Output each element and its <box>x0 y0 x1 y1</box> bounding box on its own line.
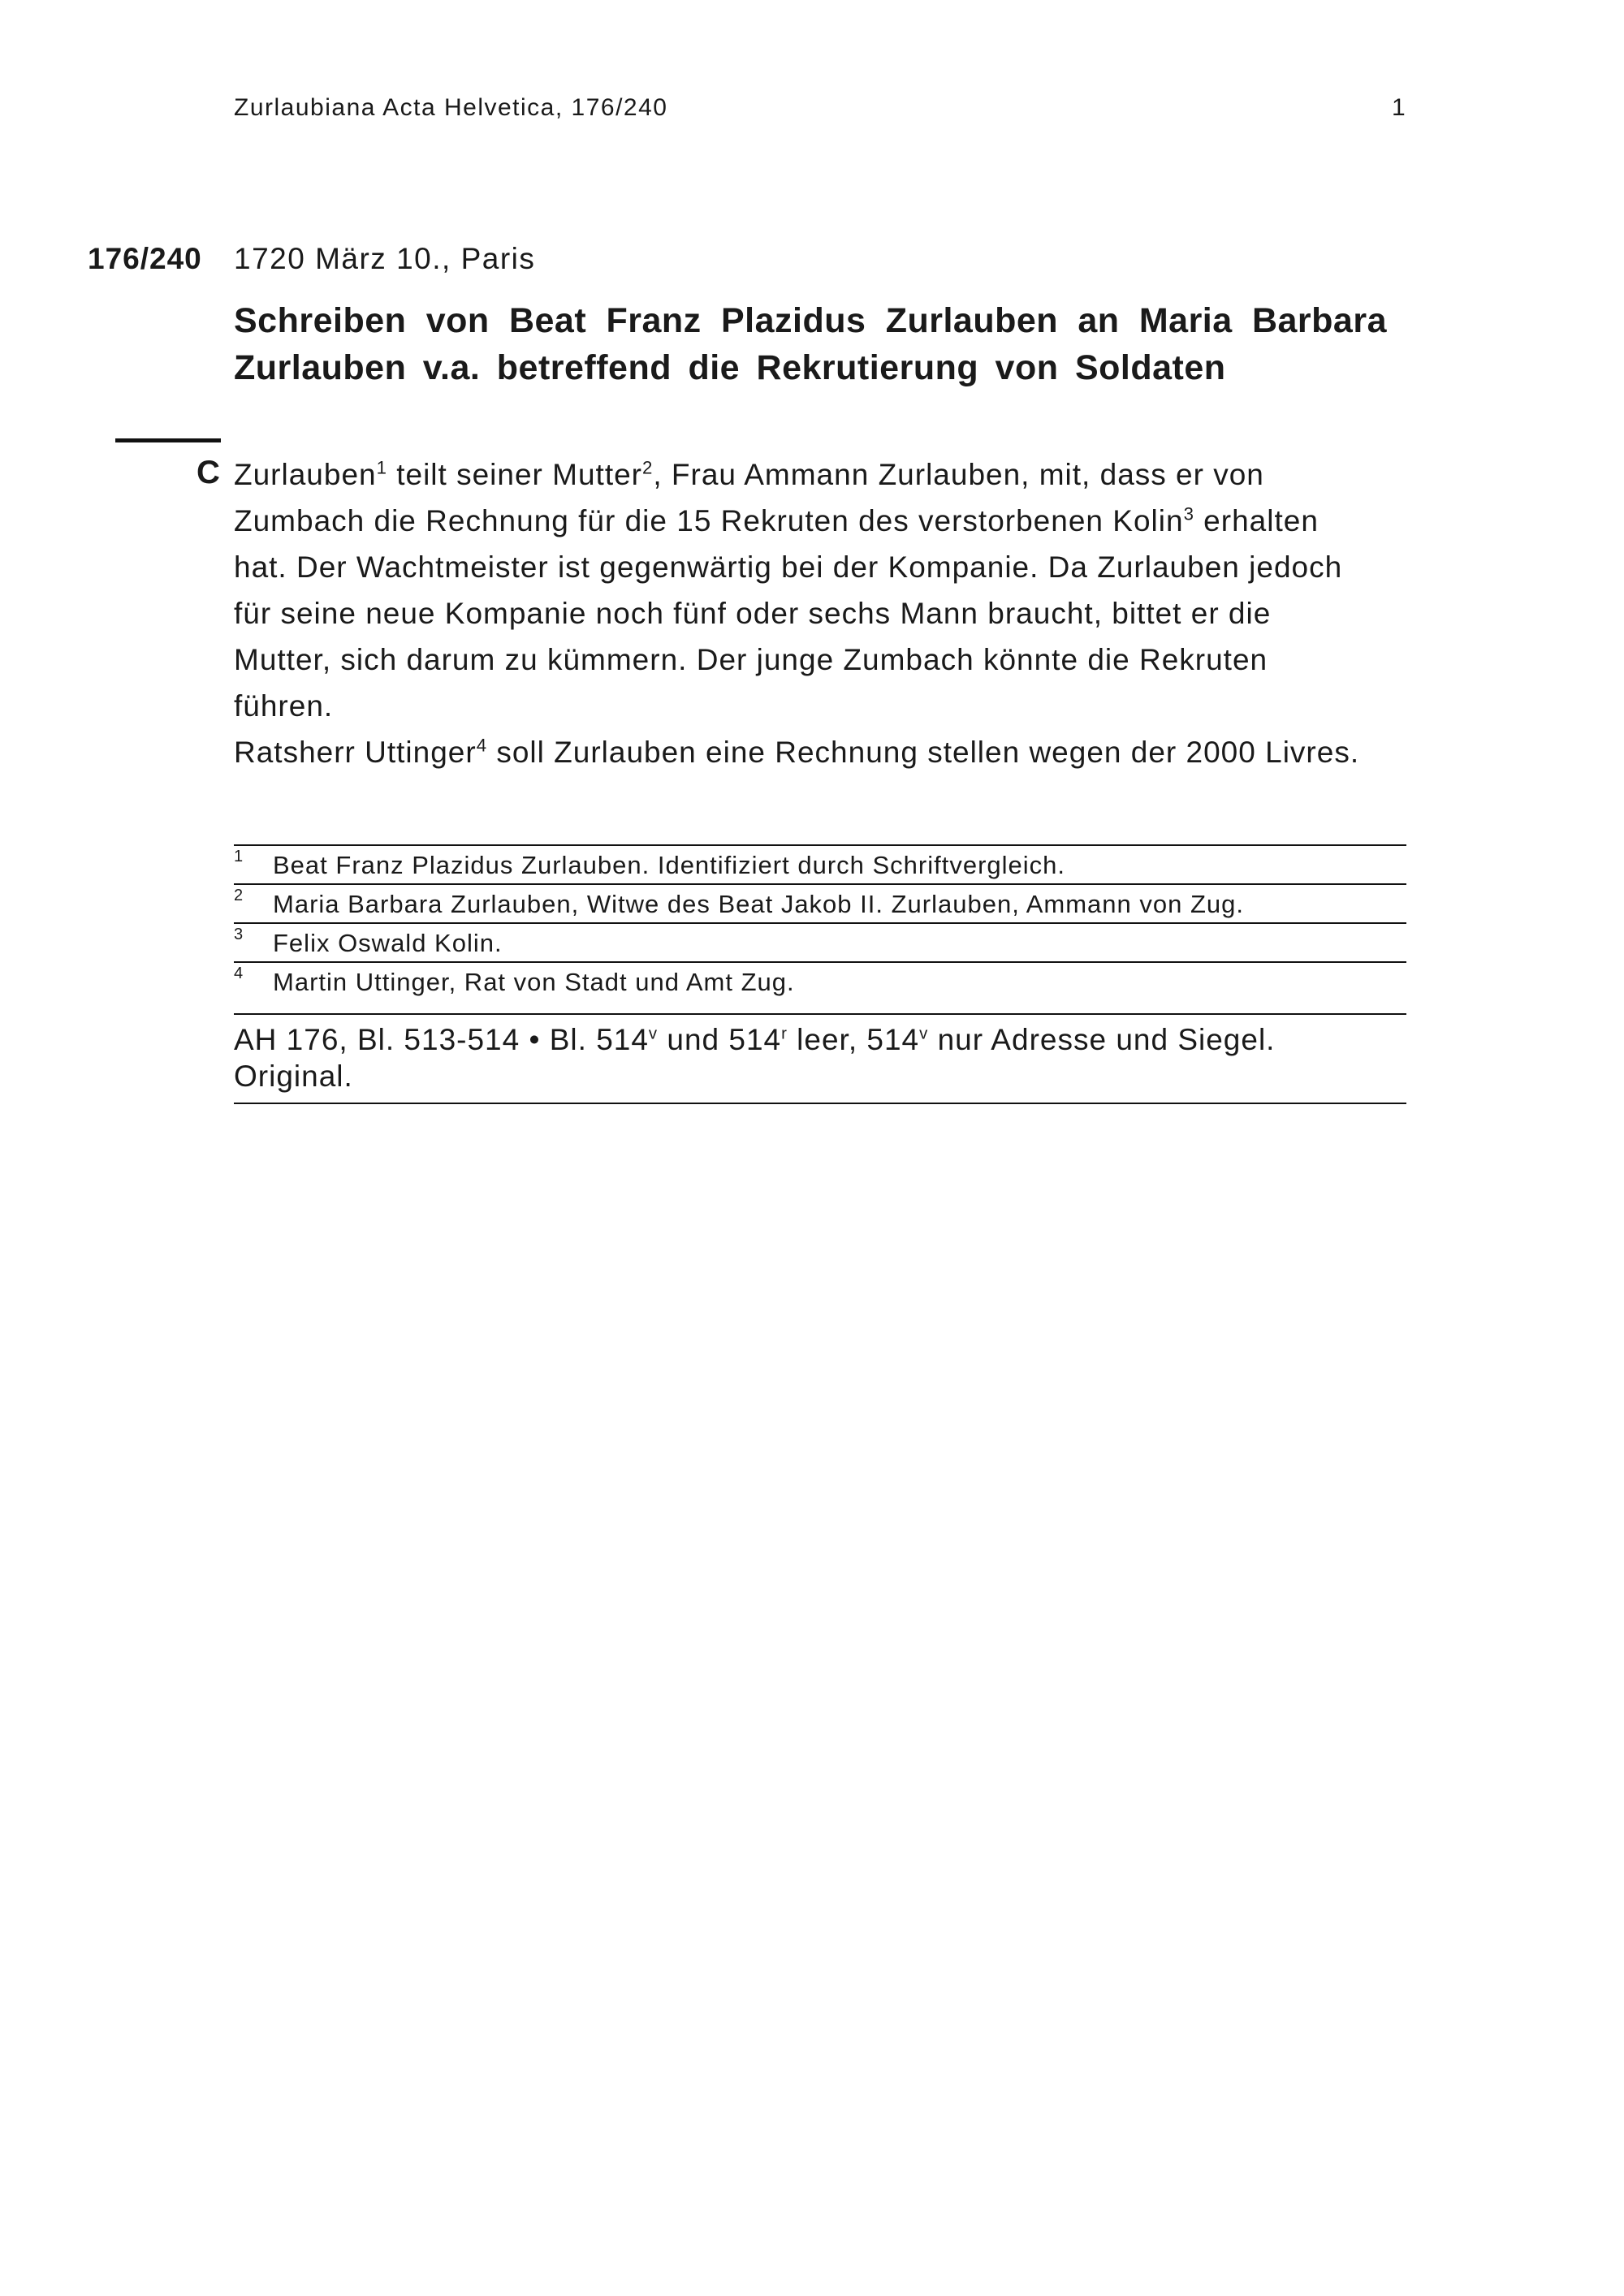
summary-fragment: Zumbach die Rechnung für die 15 Rekruten des verstorbenen Kolin <box>234 504 1184 537</box>
summary-line <box>234 498 1395 544</box>
footnotes <box>234 844 1406 1000</box>
date-place: 1720 März 10., Paris <box>234 242 536 275</box>
footnote-4 <box>234 961 1406 1000</box>
footnote-2 <box>234 883 1406 922</box>
source-fragment: AH 176, Bl. 513-514 • Bl. 514 <box>234 1023 649 1056</box>
summary-fragment: , Frau Ammann Zurlauben, mit, dass er von <box>653 458 1264 491</box>
running-header-title: Zurlaubiana Acta Helvetica, 176/240 <box>234 94 668 121</box>
footnote-ref-4[interactable]: 4 <box>476 735 488 756</box>
footnote-ref-1[interactable]: 1 <box>376 457 387 478</box>
summary-line: für seine neue Kompanie noch fünf oder sechs Mann braucht, bittet er die <box>234 597 1272 630</box>
summary-fragment: Ratsherr Uttinger <box>234 736 477 769</box>
source-fragment: und 514 <box>658 1023 782 1056</box>
summary-text <box>234 451 1395 775</box>
summary-fragment: soll Zurlauben eine Rechnung stellen wegen der 2000 Livres. <box>487 736 1360 769</box>
section-rule <box>115 438 221 442</box>
summary-line <box>234 451 1395 498</box>
page-number: 1 <box>1392 94 1406 121</box>
footnote-number: 2 <box>234 887 244 904</box>
summary-line: hat. Der Wachtmeister ist gegenwärtig bei der Kompanie. Da Zurlauben jedoch <box>234 550 1343 584</box>
summary-fragment: erhalten <box>1194 504 1319 537</box>
footnote-number: 1 <box>234 848 244 865</box>
source-reference <box>234 1013 1406 1104</box>
footnote-ref-3[interactable]: 3 <box>1183 503 1194 524</box>
document-title <box>234 297 1387 391</box>
summary-fragment: Zurlauben <box>234 458 377 491</box>
source-fragment: leer, 514 <box>787 1023 920 1056</box>
source-line-1 <box>234 1021 1406 1058</box>
footnote-text: Felix Oswald Kolin. <box>273 929 503 957</box>
section-marker: C <box>197 455 220 490</box>
document-number: 176/240 <box>88 242 202 275</box>
title-line-2: Zurlauben v.a. betreffend die Rekrutierung von Soldaten <box>234 348 1226 387</box>
verso-mark: v <box>648 1025 659 1043</box>
title-line-1: Schreiben von Beat Franz Plazidus Zurlauben an Maria Barbara <box>234 301 1387 340</box>
summary-fragment: teilt seiner Mutter <box>387 458 643 491</box>
footnote-3 <box>234 922 1406 961</box>
summary-line: führen. <box>234 689 334 723</box>
source-fragment: nur Adresse und Siegel. <box>928 1023 1276 1056</box>
footnote-1 <box>234 844 1406 883</box>
footnote-text: Martin Uttinger, Rat von Stadt und Amt Zug. <box>273 968 795 996</box>
source-line-2: Original. <box>234 1060 353 1093</box>
summary-line: Mutter, sich darum zu kümmern. Der junge Zumbach könnte die Rekruten <box>234 643 1268 676</box>
footnote-ref-2[interactable]: 2 <box>642 457 654 478</box>
verso-mark: v <box>919 1025 929 1043</box>
recto-mark: r <box>781 1025 788 1043</box>
footnote-text: Beat Franz Plazidus Zurlauben. Identifiziert durch Schriftvergleich. <box>273 851 1066 879</box>
footnote-number: 4 <box>234 965 244 982</box>
footnote-number: 3 <box>234 926 244 943</box>
footnote-text: Maria Barbara Zurlauben, Witwe des Beat Jakob II. Zurlauben, Ammann von Zug. <box>273 890 1244 918</box>
summary-line <box>234 729 1395 775</box>
